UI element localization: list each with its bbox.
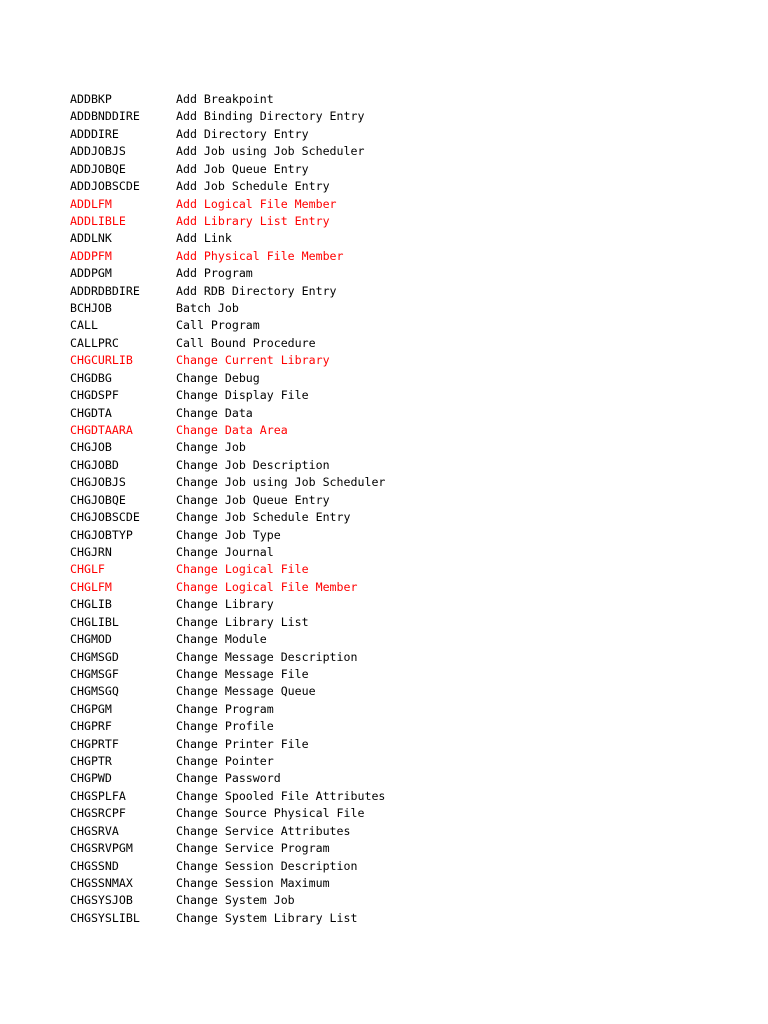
command-row [70,91,385,108]
command-row [70,683,385,700]
command-code: CHGMSGF [70,666,119,681]
command-row [70,161,385,178]
command-code: CHGLFM [70,579,112,594]
command-row [70,631,385,648]
command-row [70,805,385,822]
command-row [70,509,385,526]
command-code: CHGDBG [70,370,112,385]
command-description: Change System Job [176,893,295,908]
command-row [70,387,385,404]
command-row [70,474,385,491]
command-description: Add RDB Directory Entry [176,283,337,298]
command-code: CHGJOBJS [70,475,126,490]
command-code: CHGPGM [70,701,112,716]
command-description: Change Job Queue Entry [176,492,330,507]
command-description: Change Current Library [176,353,330,368]
command-code: CHGSPLFA [70,788,126,803]
command-code: CHGJOBTYP [70,527,133,542]
command-description: Add Job Queue Entry [176,161,309,176]
command-row [70,439,385,456]
command-row [70,230,385,247]
command-description: Change Program [176,701,274,716]
command-description: Change Job using Job Scheduler [176,475,386,490]
command-description: Add Breakpoint [176,92,274,106]
command-description: Change Job Schedule Entry [176,510,351,525]
command-code: CHGJOBQE [70,492,126,507]
command-code: CHGJOBSCDE [70,510,140,525]
command-description: Change Printer File [176,736,309,751]
command-description: Change Pointer [176,754,274,769]
command-description: Change Service Program [176,841,330,856]
command-code: CALL [70,318,98,333]
command-description: Change Display File [176,388,309,403]
command-row [70,701,385,718]
command-code: CHGDSPF [70,388,119,403]
command-row [70,561,385,578]
command-code: CHGSYSJOB [70,893,133,908]
command-code: CALLPRC [70,335,119,350]
command-row [70,457,385,474]
command-code: ADDPGM [70,266,112,281]
command-description: Add Link [176,231,232,246]
command-description: Batch Job [176,301,239,316]
command-row [70,892,385,909]
command-row [70,840,385,857]
command-row [70,875,385,892]
command-code: CHGJOBD [70,457,119,472]
command-description: Call Bound Procedure [176,335,316,350]
command-description: Add Program [176,266,253,281]
command-row [70,108,385,125]
command-code: CHGMSGD [70,649,119,664]
command-row [70,753,385,770]
command-description: Change Logical File Member [176,579,358,594]
command-row [70,596,385,613]
command-code: CHGMSGQ [70,684,119,699]
command-description: Call Program [176,318,260,333]
command-description: Change Job [176,440,246,455]
command-code: CHGLIB [70,597,112,612]
command-row [70,858,385,875]
command-code: CHGDTA [70,405,112,420]
command-description: Change Message Description [176,649,358,664]
command-row [70,527,385,544]
command-row [70,422,385,439]
command-description: Change Debug [176,370,260,385]
command-row [70,370,385,387]
command-row [70,544,385,561]
command-description: Change Module [176,632,267,647]
command-code: ADDBNDDIRE [70,109,140,124]
command-code: ADDLIBLE [70,213,126,228]
command-description: Change Library [176,597,274,612]
command-code: ADDBKP [70,92,112,106]
command-row [70,614,385,631]
command-row [70,405,385,422]
command-description: Change Message Queue [176,684,316,699]
command-description: Change System Library List [176,910,358,925]
command-row [70,178,385,195]
command-row [70,718,385,735]
command-row [70,317,385,334]
command-description: Change Library List [176,614,309,629]
command-code: CHGSRVA [70,823,119,838]
command-row [70,143,385,160]
command-row [70,910,385,927]
command-row [70,352,385,369]
command-code: CHGSSNMAX [70,875,133,890]
command-description: Add Job Schedule Entry [176,179,330,194]
command-row [70,666,385,683]
command-description: Change Session Description [176,858,358,873]
command-code: CHGPWD [70,771,112,786]
command-row [70,770,385,787]
command-row [70,492,385,509]
command-description: Change Session Maximum [176,875,330,890]
command-code: ADDDIRE [70,126,119,141]
command-code: ADDJOBQE [70,161,126,176]
command-row [70,788,385,805]
command-description: Add Directory Entry [176,126,309,141]
command-code: CHGSRCPF [70,806,126,821]
command-code: CHGLIBL [70,614,119,629]
command-code: ADDRDBDIRE [70,283,140,298]
command-code: ADDLNK [70,231,112,246]
command-row [70,126,385,143]
command-code: CHGJOB [70,440,112,455]
command-code: CHGDTAARA [70,423,133,438]
command-code: BCHJOB [70,301,112,316]
command-description: Change Data [176,405,253,420]
command-description: Change Password [176,771,281,786]
command-code: CHGPRTF [70,736,119,751]
command-list [70,91,385,927]
command-row [70,283,385,300]
command-description: Add Library List Entry [176,213,330,228]
command-row [70,579,385,596]
command-row [70,196,385,213]
command-code: ADDJOBSCDE [70,179,140,194]
command-code: ADDLFM [70,196,112,211]
command-description: Add Physical File Member [176,248,344,263]
command-code: CHGMOD [70,632,112,647]
command-description: Change Journal [176,544,274,559]
command-code: CHGSRVPGM [70,841,133,856]
command-description: Change Data Area [176,423,288,438]
command-code: CHGSSND [70,858,119,873]
command-description: Change Job Type [176,527,281,542]
command-description: Change Message File [176,666,309,681]
command-code: ADDPFM [70,248,112,263]
command-code: CHGJRN [70,544,112,559]
command-code: CHGCURLIB [70,353,133,368]
command-description: Change Profile [176,719,274,734]
command-description: Change Spooled File Attributes [176,788,386,803]
command-row [70,248,385,265]
command-description: Add Job using Job Scheduler [176,144,365,159]
command-description: Change Source Physical File [176,806,365,821]
command-row [70,335,385,352]
command-row [70,649,385,666]
command-description: Change Service Attributes [176,823,351,838]
command-description: Change Logical File [176,562,309,577]
command-code: ADDJOBJS [70,144,126,159]
command-row [70,736,385,753]
command-description: Change Job Description [176,457,330,472]
command-description: Add Logical File Member [176,196,337,211]
command-row [70,300,385,317]
command-row [70,265,385,282]
command-row [70,213,385,230]
command-code: CHGPTR [70,754,112,769]
command-code: CHGPRF [70,719,112,734]
command-code: CHGLF [70,562,105,577]
command-description: Add Binding Directory Entry [176,109,365,124]
command-code: CHGSYSLIBL [70,910,140,925]
command-row [70,823,385,840]
